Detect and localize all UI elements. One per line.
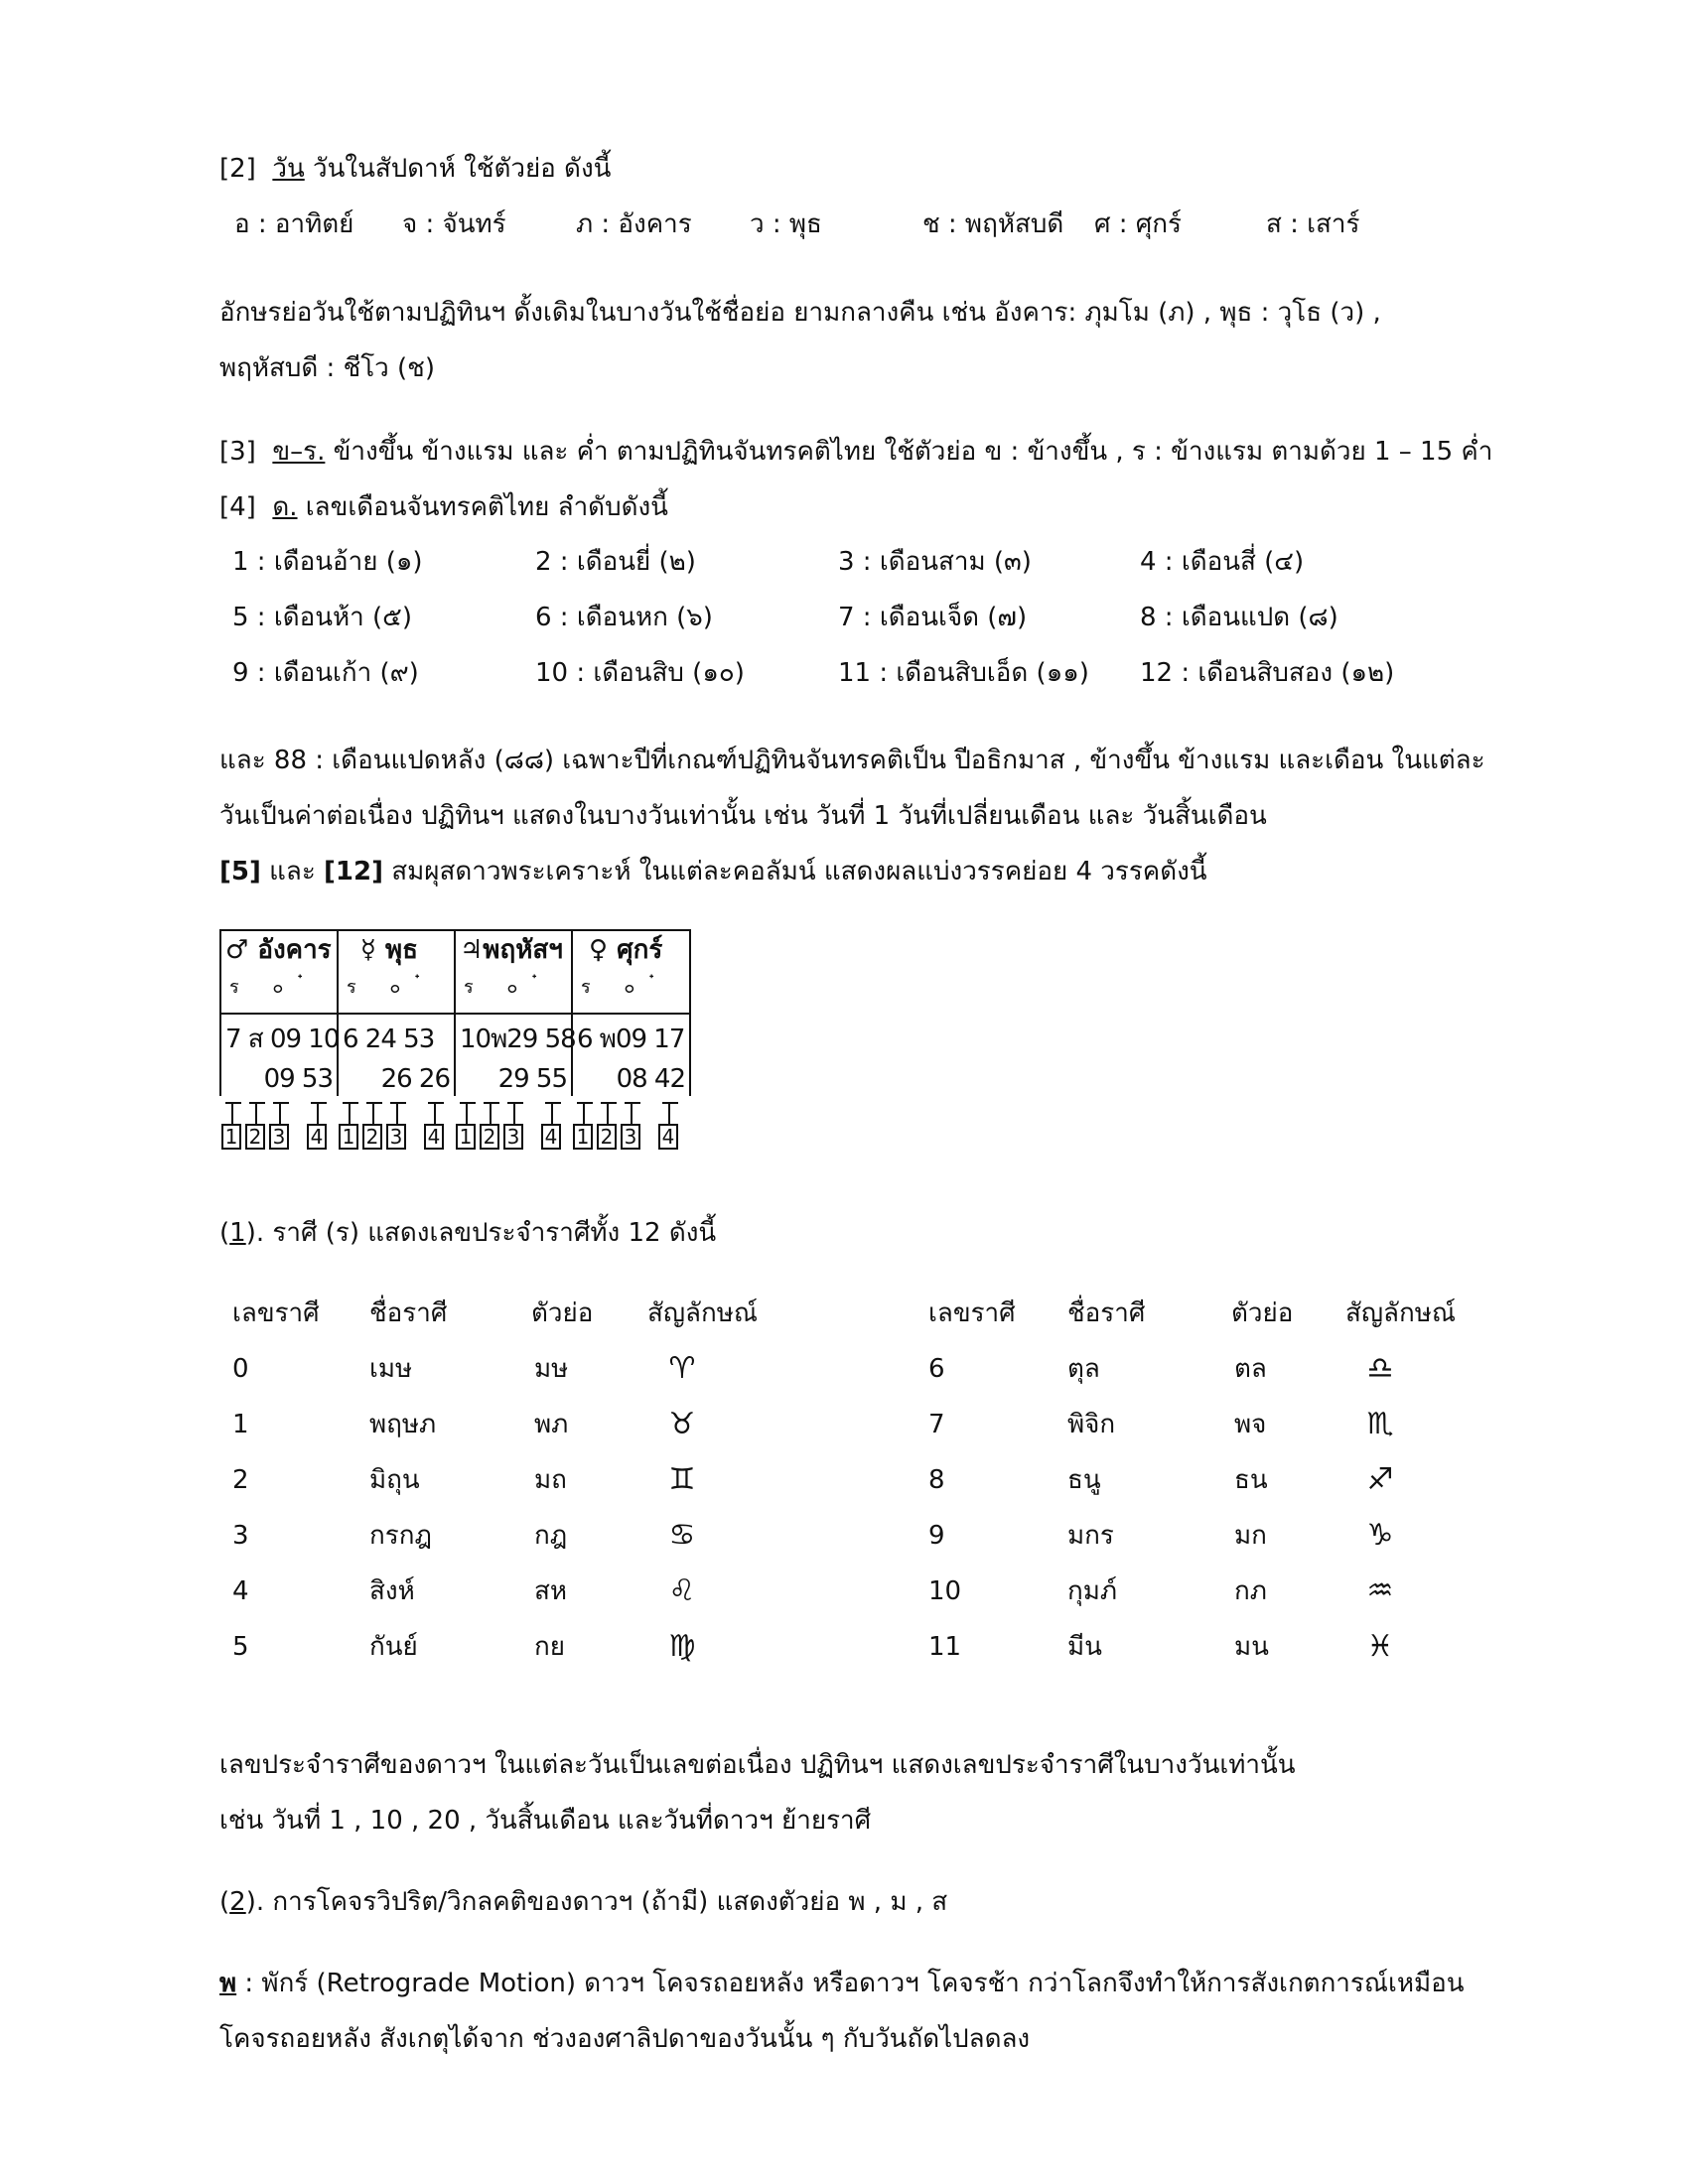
item-number: 1 [229, 1218, 246, 1248]
zodiac-cell-n: 6 [928, 1354, 945, 1384]
zodiac-header: เลขราศี [232, 1298, 320, 1328]
zodiac-symbol: ♎ [1366, 1351, 1394, 1386]
planet-column-mercury [337, 929, 454, 1096]
month-item: 10 : เดือนสิบ (๑๐) [535, 658, 745, 688]
segment-tick [255, 1102, 257, 1124]
zodiac-symbol: ♈ [668, 1351, 696, 1386]
zodiac-symbol: ♏ [1366, 1407, 1394, 1441]
zodiac-cell-name: มิถุน [369, 1465, 420, 1495]
section-number: [2] [219, 154, 256, 184]
month-item: 12 : เดือนสิบสอง (๑๒) [1140, 658, 1395, 688]
month-item: 1 : เดือนอ้าย (๑) [232, 547, 423, 577]
planet-position-table [219, 929, 689, 1096]
section-4-heading [219, 489, 668, 525]
section-desc: เลขเดือนจันทรคติไทย ลำดับดังนี้ [297, 492, 668, 522]
section-number: [3] [219, 437, 256, 467]
paragraph: วันเป็นค่าต่อเนื่อง ปฏิทินฯ แสดงในบางวันเท่านั้น เช่น วันที่ 1 วันที่เปลี่ยนเดือน และ วันสิ้นเดือน [219, 801, 1267, 831]
zodiac-cell-name: สิงห์ [369, 1576, 415, 1606]
paragraph: เลขประจำราศีของดาวฯ ในแต่ละวันเป็นเลขต่อเนื่อง ปฏิทินฯ แสดงเลขประจำราศีในบางวันเท่านั้น [219, 1750, 1296, 1780]
paragraph: อักษรย่อวันใช้ตามปฏิทินฯ ดั้งเดิมในบางวันใช้ชื่อย่อ ยามกลางคืน เช่น อังคาร: ภุมโม (ภ) , พุธ : วุโธ (ว) , [219, 298, 1381, 328]
segment-box: 2 [362, 1124, 382, 1150]
term-desc: : พักร์ (Retrograde Motion) ดาวฯ โคจรถอยหลัง หรือดาวฯ โคจรช้า กว่าโลกจึงทำให้การสังเกตการณ์เหมือน [236, 1969, 1465, 1998]
segment-tick [513, 1102, 515, 1124]
segment-box: 2 [480, 1124, 499, 1150]
zodiac-symbol: ♍ [668, 1629, 696, 1664]
month-item: 8 : เดือนแปด (๘) [1140, 603, 1338, 632]
segment-box: 4 [307, 1124, 327, 1150]
zodiac-cell-abbr: กฎ [534, 1521, 568, 1551]
rasi-heading: (1). ราศี (ร) แสดงเลขประจำราศีทั้ง 12 ดังนี้ [219, 1218, 717, 1248]
zodiac-cell-abbr: สห [534, 1576, 568, 1606]
zodiac-cell-abbr: กภ [1234, 1576, 1267, 1606]
segment-tick [551, 1102, 553, 1124]
item-number: 2 [229, 1887, 246, 1917]
segment-box: 1 [456, 1124, 476, 1150]
zodiac-cell-abbr: กย [534, 1632, 565, 1662]
zodiac-cell-abbr: พภ [534, 1410, 569, 1439]
segment-box: 1 [221, 1124, 241, 1150]
month-item: 11 : เดือนสิบเอ็ด (๑๑) [838, 658, 1089, 688]
zodiac-cell-n: 10 [928, 1576, 962, 1606]
day-item: ว : พุธ [750, 209, 822, 239]
planet-row-1: 10พ29 58 [460, 1024, 576, 1054]
item-desc: . ราศี (ร) แสดงเลขประจำราศีทั้ง 12 ดังนี้ [255, 1218, 717, 1248]
section-title: ด. [272, 492, 298, 522]
zodiac-header: ชื่อราศี [369, 1298, 448, 1328]
zodiac-cell-name: กรกฎ [369, 1521, 432, 1551]
zodiac-header: สัญลักษณ์ [1345, 1298, 1456, 1328]
month-item: 4 : เดือนสี่ (๔) [1140, 547, 1305, 577]
segment-box: 1 [573, 1124, 593, 1150]
planet-subheader: ร ๐ ๋ [347, 977, 435, 998]
zodiac-header: ตัวย่อ [1231, 1298, 1294, 1328]
zodiac-cell-n: 0 [232, 1354, 249, 1384]
section-2-heading [219, 151, 611, 187]
segment-tick [583, 1102, 585, 1124]
planet-column-jupiter [454, 929, 576, 1096]
zodiac-cell-n: 1 [232, 1410, 249, 1439]
zodiac-header: ชื่อราศี [1067, 1298, 1146, 1328]
day-item: ศ : ศุกร์ [1094, 209, 1183, 239]
planet-header: ♀ ศุกร์ [589, 935, 663, 965]
zodiac-symbol: ♊ [668, 1462, 696, 1497]
segment-box: 3 [386, 1124, 406, 1150]
segment-markers [219, 1100, 696, 1156]
section-desc: วันในสัปดาห์ ใช้ตัวย่อ ดังนี้ [304, 154, 612, 184]
segment-tick [231, 1102, 233, 1124]
segment-tick [668, 1102, 670, 1124]
planet-column-mars [219, 929, 340, 1096]
zodiac-cell-n: 7 [928, 1410, 945, 1439]
zodiac-cell-n: 5 [232, 1632, 249, 1662]
zodiac-cell-abbr: มก [1234, 1521, 1267, 1551]
segment-box: 2 [597, 1124, 617, 1150]
paragraph: และ 88 : เดือนแปดหลัง (๘๘) เฉพาะปีที่เกณฑ์ปฏิทินจันทรคติเป็น ปีอธิกมาส , ข้างขึ้น ข้างแรม และเดือน ในแต่ละ [219, 746, 1485, 775]
zodiac-cell-abbr: ตล [1234, 1354, 1267, 1384]
segment-box: 3 [269, 1124, 289, 1150]
zodiac-symbol: ♋ [668, 1518, 696, 1553]
month-item: 6 : เดือนหก (๖) [535, 603, 713, 632]
section-number: [4] [219, 492, 256, 522]
segment-box: 3 [621, 1124, 640, 1150]
segment-box: 1 [339, 1124, 358, 1150]
planet-row-2: 26 26 [380, 1064, 450, 1094]
zodiac-cell-n: 11 [928, 1632, 962, 1662]
motion-heading: (2). การโคจรวิปริต/วิกลคติของดาวฯ (ถ้ามี) แสดงตัวย่อ พ , ม , ส [219, 1887, 948, 1917]
planet-row-1: 6 พ09 17 [577, 1024, 685, 1054]
zodiac-header: สัญลักษณ์ [647, 1298, 758, 1328]
planet-subheader: ร ๐ ๋ [581, 977, 669, 998]
item-desc: . การโคจรวิปริต/วิกลคติของดาวฯ (ถ้ามี) แสดงตัวย่อ พ , ม , ส [255, 1887, 948, 1917]
planet-row-1: 7 ส 09 10 [225, 1024, 340, 1054]
segment-box: 2 [245, 1124, 265, 1150]
month-item: 3 : เดือนสาม (๓) [838, 547, 1032, 577]
day-item: ส : เสาร์ [1266, 209, 1360, 239]
planet-row-1: 6 24 53 [343, 1024, 435, 1054]
segment-tick [631, 1102, 633, 1124]
month-item: 9 : เดือนเก้า (๙) [232, 658, 419, 688]
planet-header: ♃พฤหัสฯ [460, 935, 563, 965]
zodiac-header: ตัวย่อ [531, 1298, 594, 1328]
zodiac-symbol: ♐ [1366, 1462, 1394, 1497]
day-item: อ : อาทิตย์ [234, 209, 354, 239]
paragraph [219, 1966, 1465, 2001]
segment-tick [372, 1102, 374, 1124]
term: พ [219, 1969, 237, 1998]
zodiac-header: เลขราศี [928, 1298, 1016, 1328]
zodiac-cell-name: กุมภ์ [1067, 1576, 1118, 1606]
segment-box: 4 [658, 1124, 678, 1150]
conjunction: และ [260, 857, 325, 887]
zodiac-cell-name: ตุล [1067, 1354, 1100, 1384]
zodiac-symbol: ♉ [668, 1407, 696, 1441]
zodiac-cell-n: 9 [928, 1521, 945, 1551]
planet-subheader: ร ๐ ๋ [464, 977, 552, 998]
section-title: ข–ร. [272, 437, 326, 467]
zodiac-cell-abbr: มษ [534, 1354, 569, 1384]
segment-tick [349, 1102, 351, 1124]
month-item: 2 : เดือนยี่ (๒) [535, 547, 696, 577]
zodiac-cell-abbr: มถ [534, 1465, 567, 1495]
zodiac-symbol: ♒ [1366, 1573, 1394, 1608]
section-desc: ข้างขึ้น ข้างแรม และ ค่ำ ตามปฏิทินจันทรคติไทย ใช้ตัวย่อ ข : ข้างขึ้น , ร : ข้างแรม ตามด้วย 1 – 15 ค่ำ [325, 437, 1493, 467]
zodiac-cell-abbr: พจ [1234, 1410, 1267, 1439]
zodiac-cell-name: พิจิก [1067, 1410, 1116, 1439]
zodiac-cell-name: เมษ [369, 1354, 413, 1384]
zodiac-cell-n: 8 [928, 1465, 945, 1495]
zodiac-cell-n: 2 [232, 1465, 249, 1495]
section-5-heading [219, 854, 1207, 889]
zodiac-cell-n: 3 [232, 1521, 249, 1551]
zodiac-symbol: ♓ [1366, 1629, 1394, 1664]
segment-tick [317, 1102, 319, 1124]
zodiac-cell-n: 4 [232, 1576, 249, 1606]
segment-tick [434, 1102, 436, 1124]
segment-tick [396, 1102, 398, 1124]
zodiac-cell-name: มกร [1067, 1521, 1114, 1551]
paragraph: เช่น วันที่ 1 , 10 , 20 , วันสิ้นเดือน และวันที่ดาวฯ ย้ายราศี [219, 1806, 872, 1836]
day-item: ช : พฤหัสบดี [922, 209, 1064, 239]
day-item: ภ : อังคาร [576, 209, 692, 239]
zodiac-symbol: ♌ [668, 1573, 696, 1608]
zodiac-cell-abbr: ธน [1234, 1465, 1268, 1495]
zodiac-cell-name: กันย์ [369, 1632, 418, 1662]
planet-subheader: ร ๐ ๋ [229, 977, 318, 998]
segment-box: 4 [541, 1124, 561, 1150]
segment-tick [466, 1102, 468, 1124]
planet-header: ♂ อังคาร [225, 935, 332, 965]
section-number: [12] [324, 857, 383, 887]
planet-row-2: 08 42 [616, 1064, 685, 1094]
segment-tick [279, 1102, 281, 1124]
segment-tick [490, 1102, 492, 1124]
section-3-heading [219, 434, 1492, 470]
zodiac-symbol: ♑ [1366, 1518, 1394, 1553]
planet-row-2: 29 55 [497, 1064, 567, 1094]
zodiac-cell-name: ธนู [1067, 1465, 1101, 1495]
planet-row-2: 09 53 [263, 1064, 333, 1094]
zodiac-cell-abbr: มน [1234, 1632, 1269, 1662]
planet-column-venus [571, 929, 691, 1096]
segment-tick [607, 1102, 609, 1124]
planet-header: ☿ พุธ [360, 935, 419, 965]
day-item: จ : จันทร์ [402, 209, 506, 239]
segment-box: 4 [424, 1124, 444, 1150]
paragraph: พฤหัสบดี : ชีโว (ช) [219, 353, 435, 383]
segment-box: 3 [503, 1124, 523, 1150]
paragraph: โคจรถอยหลัง สังเกตุได้จาก ช่วงองศาลิปดาของวันนั้น ๆ กับวันถัดไปลดลง [219, 2024, 1031, 2054]
section-number: [5] [219, 857, 261, 887]
section-desc: สมผุสดาวพระเคราะห์ ในแต่ละคอลัมน์ แสดงผลแบ่งวรรคย่อย 4 วรรคดังนี้ [383, 857, 1207, 887]
zodiac-cell-name: พฤษภ [369, 1410, 437, 1439]
month-item: 5 : เดือนห้า (๕) [232, 603, 412, 632]
zodiac-cell-name: มีน [1067, 1632, 1102, 1662]
section-title: วัน [272, 154, 305, 184]
month-item: 7 : เดือนเจ็ด (๗) [838, 603, 1028, 632]
